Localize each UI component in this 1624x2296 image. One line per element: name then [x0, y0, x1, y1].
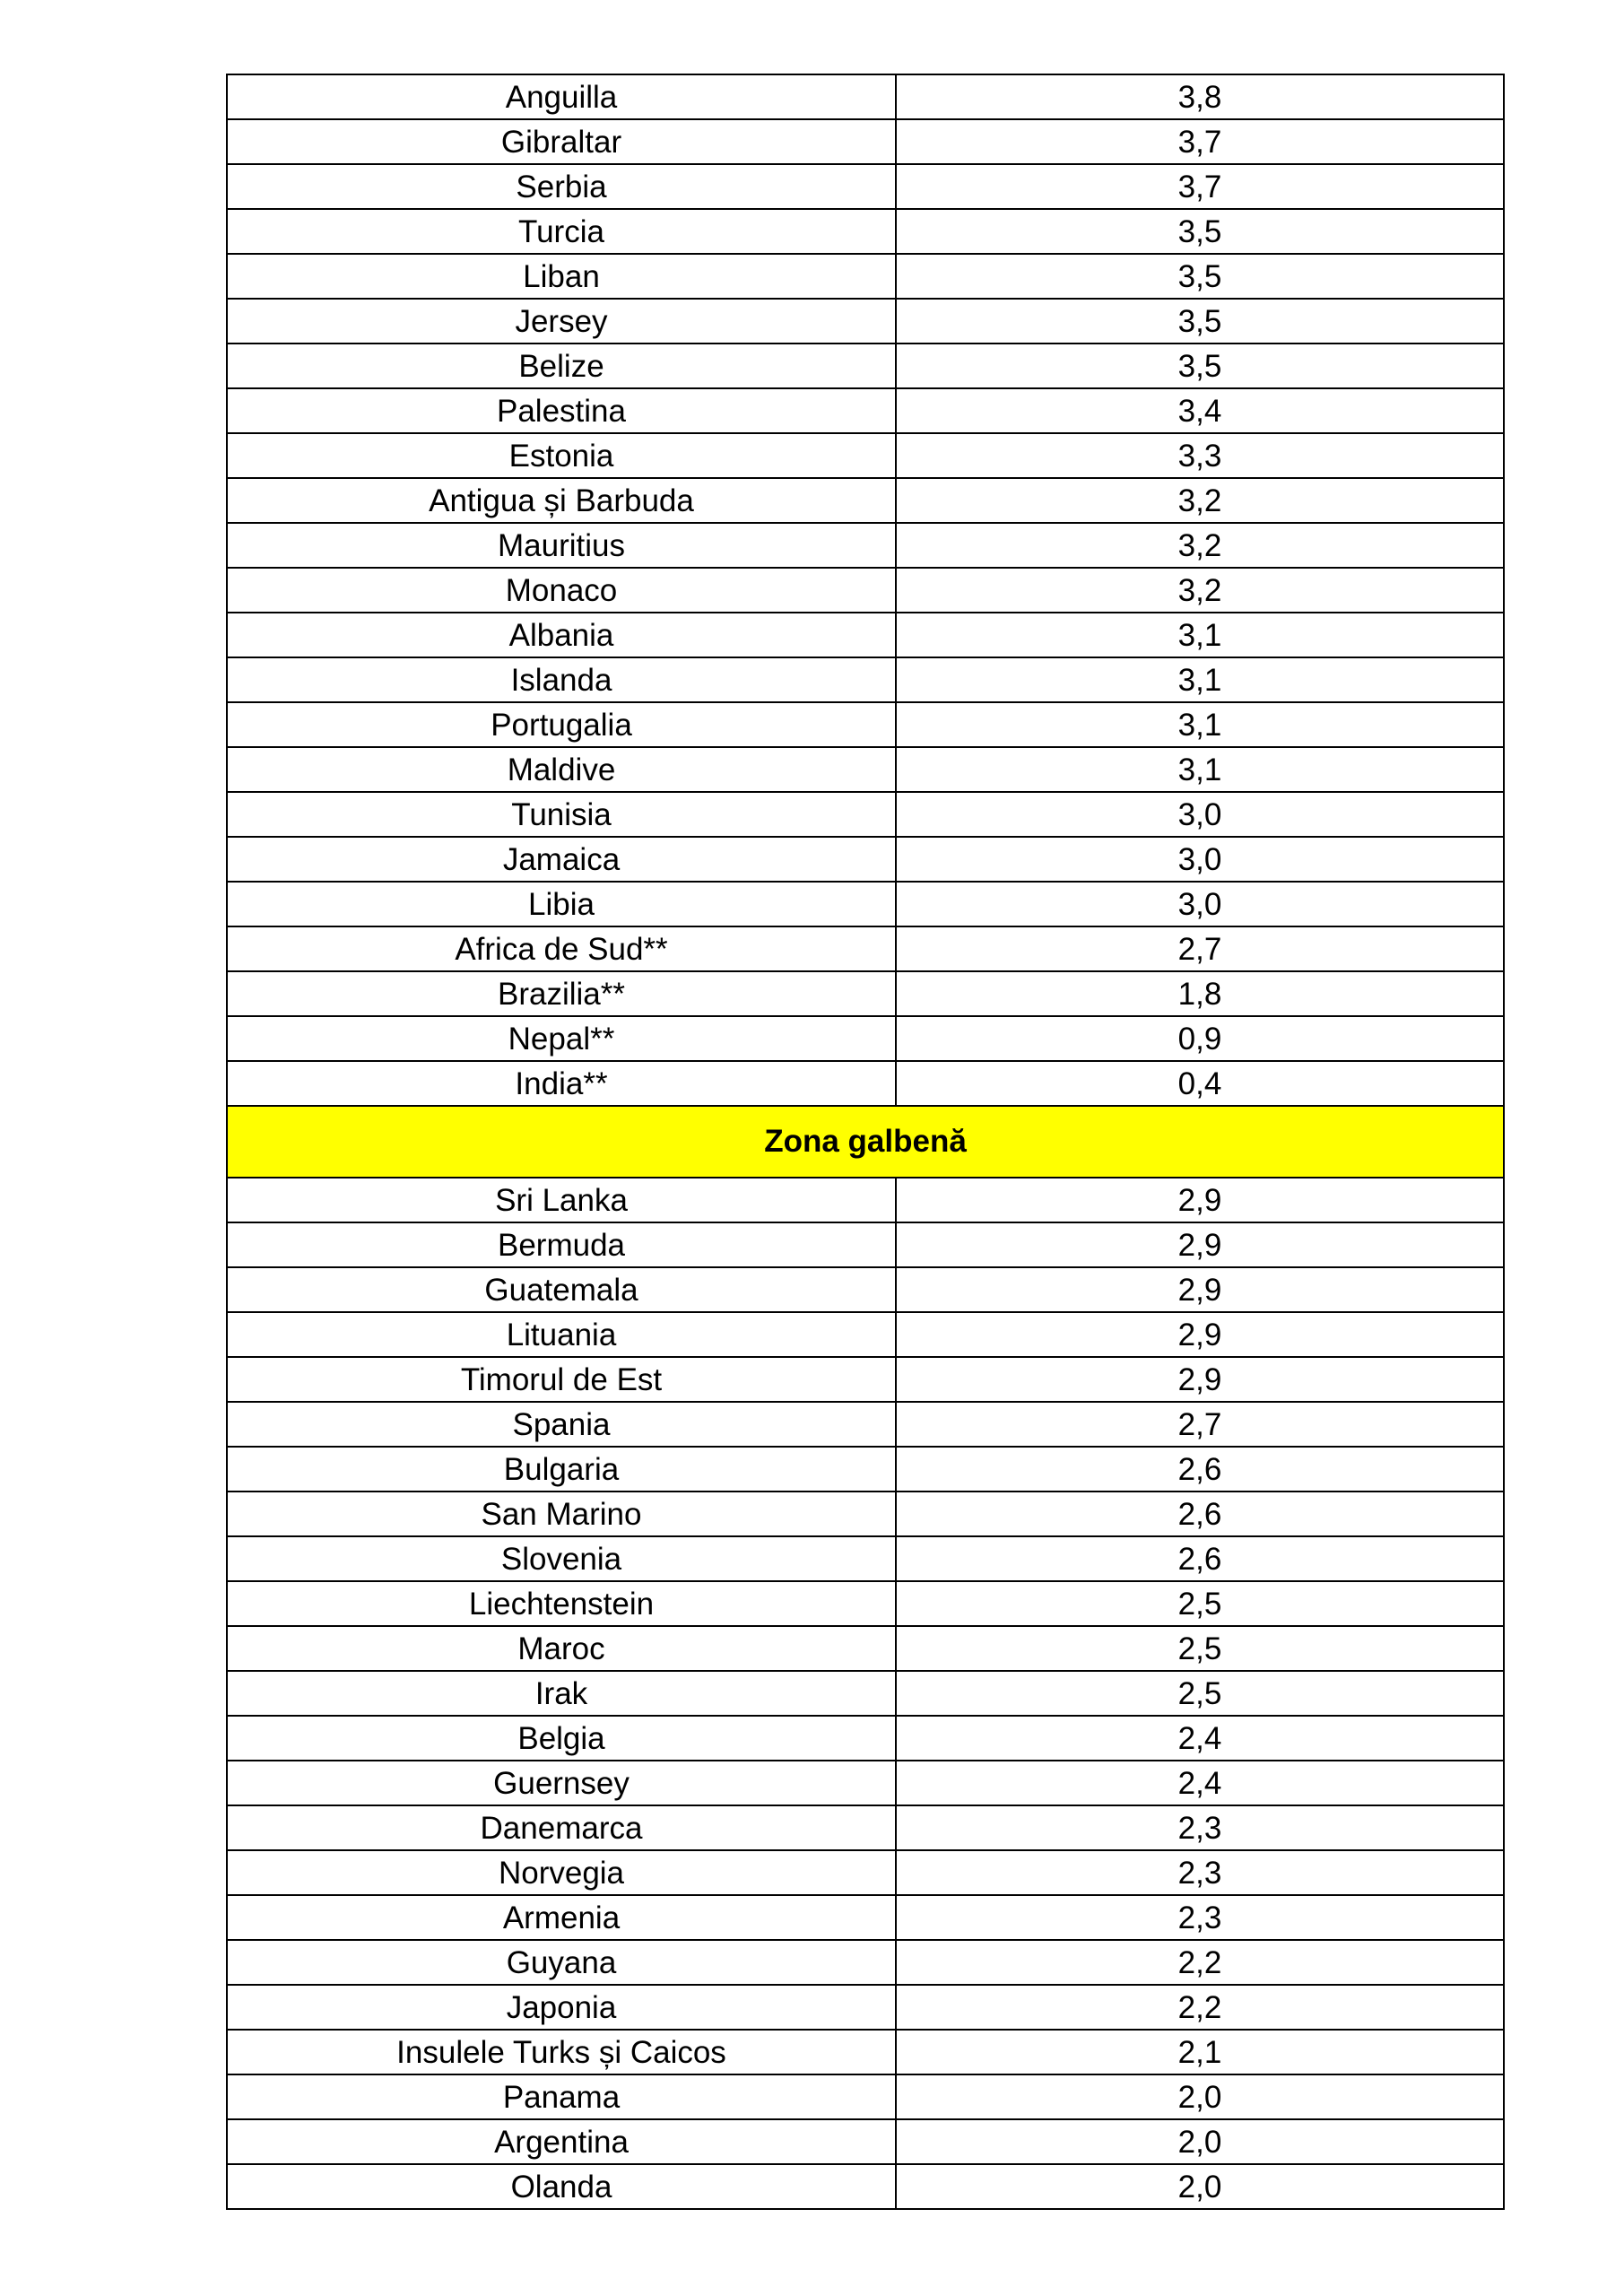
country-cell: Maroc	[227, 1626, 896, 1671]
table-row	[227, 1671, 1504, 1716]
country-cell: Gibraltar	[227, 119, 896, 164]
country-cell: Guyana	[227, 1940, 896, 1985]
country-cell: Maldive	[227, 747, 896, 792]
value-cell: 3,0	[896, 837, 1504, 882]
value-cell: 3,0	[896, 882, 1504, 926]
country-cell: Bulgaria	[227, 1447, 896, 1492]
country-cell: Jersey	[227, 299, 896, 344]
value-cell: 0,9	[896, 1016, 1504, 1061]
table-row	[227, 209, 1504, 254]
country-cell: India**	[227, 1061, 896, 1106]
table-row	[227, 613, 1504, 657]
value-cell: 3,0	[896, 792, 1504, 837]
value-cell: 2,5	[896, 1671, 1504, 1716]
country-cell: Estonia	[227, 433, 896, 478]
country-cell: Nepal**	[227, 1016, 896, 1061]
value-cell: 3,2	[896, 523, 1504, 568]
table-row	[227, 1940, 1504, 1985]
value-cell: 2,0	[896, 2119, 1504, 2164]
table-row	[227, 882, 1504, 926]
country-cell: Albania	[227, 613, 896, 657]
value-cell: 1,8	[896, 971, 1504, 1016]
table-row	[227, 164, 1504, 209]
table-row	[227, 478, 1504, 523]
table-row	[227, 2119, 1504, 2164]
table-row	[227, 1447, 1504, 1492]
value-cell: 3,1	[896, 657, 1504, 702]
table-row	[227, 1626, 1504, 1671]
country-cell: Tunisia	[227, 792, 896, 837]
value-cell: 2,7	[896, 1402, 1504, 1447]
country-cell: Portugalia	[227, 702, 896, 747]
country-cell: Brazilia**	[227, 971, 896, 1016]
country-cell: Africa de Sud**	[227, 926, 896, 971]
country-cell: Serbia	[227, 164, 896, 209]
country-cell: Libia	[227, 882, 896, 926]
value-cell: 3,1	[896, 702, 1504, 747]
country-cell: San Marino	[227, 1492, 896, 1536]
table-body	[227, 74, 1504, 2209]
table-row	[227, 1178, 1504, 1222]
table-row	[227, 1312, 1504, 1357]
country-cell: Monaco	[227, 568, 896, 613]
value-cell: 3,8	[896, 74, 1504, 119]
table-row	[227, 1581, 1504, 1626]
country-cell: Spania	[227, 1402, 896, 1447]
value-cell: 2,2	[896, 1940, 1504, 1985]
country-cell: Timorul de Est	[227, 1357, 896, 1402]
value-cell: 3,3	[896, 433, 1504, 478]
country-cell: Belize	[227, 344, 896, 388]
table-row	[227, 702, 1504, 747]
value-cell: 0,4	[896, 1061, 1504, 1106]
value-cell: 2,0	[896, 2074, 1504, 2119]
table-row	[227, 1357, 1504, 1402]
value-cell: 3,5	[896, 344, 1504, 388]
table-row	[227, 792, 1504, 837]
country-cell: Armenia	[227, 1895, 896, 1940]
value-cell: 2,9	[896, 1312, 1504, 1357]
table-row	[227, 119, 1504, 164]
value-cell: 3,7	[896, 119, 1504, 164]
value-cell: 2,2	[896, 1985, 1504, 2030]
table-row	[227, 1016, 1504, 1061]
country-cell: Antigua și Barbuda	[227, 478, 896, 523]
value-cell: 2,6	[896, 1536, 1504, 1581]
table-row	[227, 299, 1504, 344]
country-cell: Insulele Turks și Caicos	[227, 2030, 896, 2074]
value-cell: 2,5	[896, 1581, 1504, 1626]
value-cell: 2,9	[896, 1267, 1504, 1312]
table-row	[227, 1222, 1504, 1267]
value-cell: 2,5	[896, 1626, 1504, 1671]
table-row	[227, 926, 1504, 971]
table-row	[227, 1761, 1504, 1805]
value-cell: 2,4	[896, 1761, 1504, 1805]
value-cell: 2,3	[896, 1895, 1504, 1940]
country-cell: Palestina	[227, 388, 896, 433]
table-row	[227, 344, 1504, 388]
table-row	[227, 388, 1504, 433]
country-cell: Slovenia	[227, 1536, 896, 1581]
value-cell: 3,2	[896, 568, 1504, 613]
value-cell: 3,1	[896, 613, 1504, 657]
table-row	[227, 2030, 1504, 2074]
table-row	[227, 747, 1504, 792]
table-row	[227, 1716, 1504, 1761]
country-cell: Liechtenstein	[227, 1581, 896, 1626]
value-cell: 2,1	[896, 2030, 1504, 2074]
table-row	[227, 1536, 1504, 1581]
country-value-table	[226, 74, 1505, 2210]
table-row	[227, 2074, 1504, 2119]
zone-header-row	[227, 1106, 1504, 1178]
value-cell: 2,7	[896, 926, 1504, 971]
country-cell: Belgia	[227, 1716, 896, 1761]
table-row	[227, 74, 1504, 119]
country-cell: Lituania	[227, 1312, 896, 1357]
table-row	[227, 1850, 1504, 1895]
country-cell: Turcia	[227, 209, 896, 254]
table-row	[227, 433, 1504, 478]
value-cell: 2,9	[896, 1222, 1504, 1267]
value-cell: 3,4	[896, 388, 1504, 433]
table-row	[227, 568, 1504, 613]
table-row	[227, 837, 1504, 882]
country-cell: Mauritius	[227, 523, 896, 568]
table-row	[227, 1985, 1504, 2030]
table-row	[227, 523, 1504, 568]
table-row	[227, 2164, 1504, 2209]
country-cell: Danemarca	[227, 1805, 896, 1850]
table-row	[227, 1061, 1504, 1106]
value-cell: 3,1	[896, 747, 1504, 792]
country-cell: Islanda	[227, 657, 896, 702]
value-cell: 3,5	[896, 209, 1504, 254]
value-cell: 3,5	[896, 299, 1504, 344]
value-cell: 2,4	[896, 1716, 1504, 1761]
value-cell: 3,7	[896, 164, 1504, 209]
country-cell: Bermuda	[227, 1222, 896, 1267]
table-row	[227, 1492, 1504, 1536]
table-row	[227, 657, 1504, 702]
value-cell: 2,3	[896, 1805, 1504, 1850]
country-cell: Anguilla	[227, 74, 896, 119]
table-row	[227, 1805, 1504, 1850]
country-cell: Jamaica	[227, 837, 896, 882]
value-cell: 2,9	[896, 1357, 1504, 1402]
country-cell: Guatemala	[227, 1267, 896, 1312]
value-cell: 3,5	[896, 254, 1504, 299]
zone-title: Zona galbenă	[227, 1106, 1504, 1178]
country-cell: Olanda	[227, 2164, 896, 2209]
table-row	[227, 1267, 1504, 1312]
country-cell: Irak	[227, 1671, 896, 1716]
country-cell: Japonia	[227, 1985, 896, 2030]
country-cell: Sri Lanka	[227, 1178, 896, 1222]
value-cell: 2,0	[896, 2164, 1504, 2209]
country-cell: Liban	[227, 254, 896, 299]
table-row	[227, 254, 1504, 299]
country-cell: Guernsey	[227, 1761, 896, 1805]
country-cell: Argentina	[227, 2119, 896, 2164]
table-row	[227, 971, 1504, 1016]
table-row	[227, 1402, 1504, 1447]
value-cell: 2,9	[896, 1178, 1504, 1222]
table-row	[227, 1895, 1504, 1940]
country-cell: Panama	[227, 2074, 896, 2119]
value-cell: 2,6	[896, 1492, 1504, 1536]
country-cell: Norvegia	[227, 1850, 896, 1895]
value-cell: 2,3	[896, 1850, 1504, 1895]
value-cell: 2,6	[896, 1447, 1504, 1492]
value-cell: 3,2	[896, 478, 1504, 523]
